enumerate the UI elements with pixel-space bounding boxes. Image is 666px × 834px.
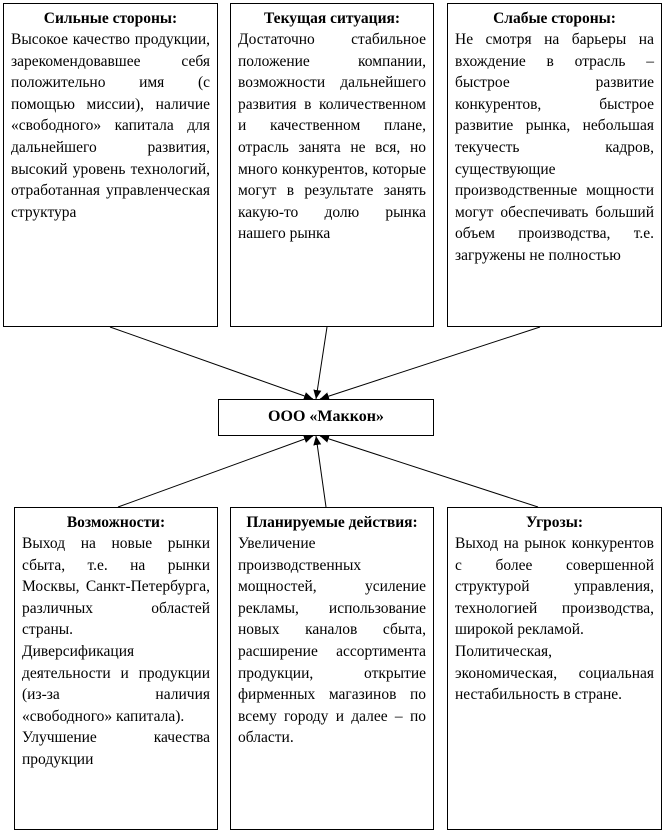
planned-actions-text: Увеличение производственных мощностей, усиление рекламы, использование новых каналов сбыта, расширение ассортимента продукции, открытие фирменных магазинов по всему городу и далее – по области.	[238, 535, 426, 747]
threats-title: Угрозы:	[525, 514, 583, 531]
arrow-weaknesses	[320, 327, 540, 399]
arrow-current-situation	[316, 327, 327, 399]
opportunities-title: Возможности:	[66, 514, 166, 531]
current-situation-title: Текущая ситуация:	[263, 10, 401, 27]
company-name-box: ООО «Маккон»	[218, 399, 434, 436]
strengths-text: Высокое качество продукции, зарекомендовавшее себя положительно имя (с помощью миссии), наличие «свободного» капитала для дальнейшего развития, высокий уровень технологий, отработанная управленческая структура	[11, 31, 210, 221]
current-situation-text: Достаточно стабильное положение компании, возможности дальнейшего развития в количественном и качественном плане, отрасль занята не вся, но много конкурентов, которые могут в результате занять какую-то долю рынка нашего рынка	[238, 31, 426, 243]
arrow-threats	[320, 436, 538, 507]
planned-actions-title: Планируемые действия:	[246, 514, 418, 531]
weaknesses-box	[447, 3, 662, 327]
strengths-title: Сильные стороны:	[43, 10, 178, 27]
threats-text: Выход на рынок конкурентов с более совершенной структурой управления, технологией производства, широкой рекламой. Политическая, экономическая, социальная нестабильность в стране.	[455, 535, 654, 704]
arrow-planned-actions	[316, 436, 326, 507]
arrow-opportunities	[118, 436, 313, 507]
planned-actions-box	[230, 507, 434, 830]
weaknesses-title: Слабые стороны:	[493, 10, 616, 27]
weaknesses-text: Не смотря на барьеры на вхождение в отрасль – быстрое развитие конкурентов, быстрое развитие рынка, небольшая текучесть кадров, существующие производственные мощности могут обеспечивать больший объем производства, т.е. загружены не полностью	[455, 31, 654, 264]
arrow-strengths	[110, 327, 313, 399]
strengths-box	[3, 3, 218, 327]
threats-box	[447, 507, 662, 830]
opportunities-box	[14, 507, 218, 830]
opportunities-text: Выход на новые рынки сбыта, т.е. на рынки Москвы, Санкт-Петербурга, различных областей страны. Диверсификация деятельности и продукции (из-за наличия «свободного» капитала). Улучшение качества продукции	[22, 535, 210, 768]
current-situation-box	[230, 3, 434, 327]
